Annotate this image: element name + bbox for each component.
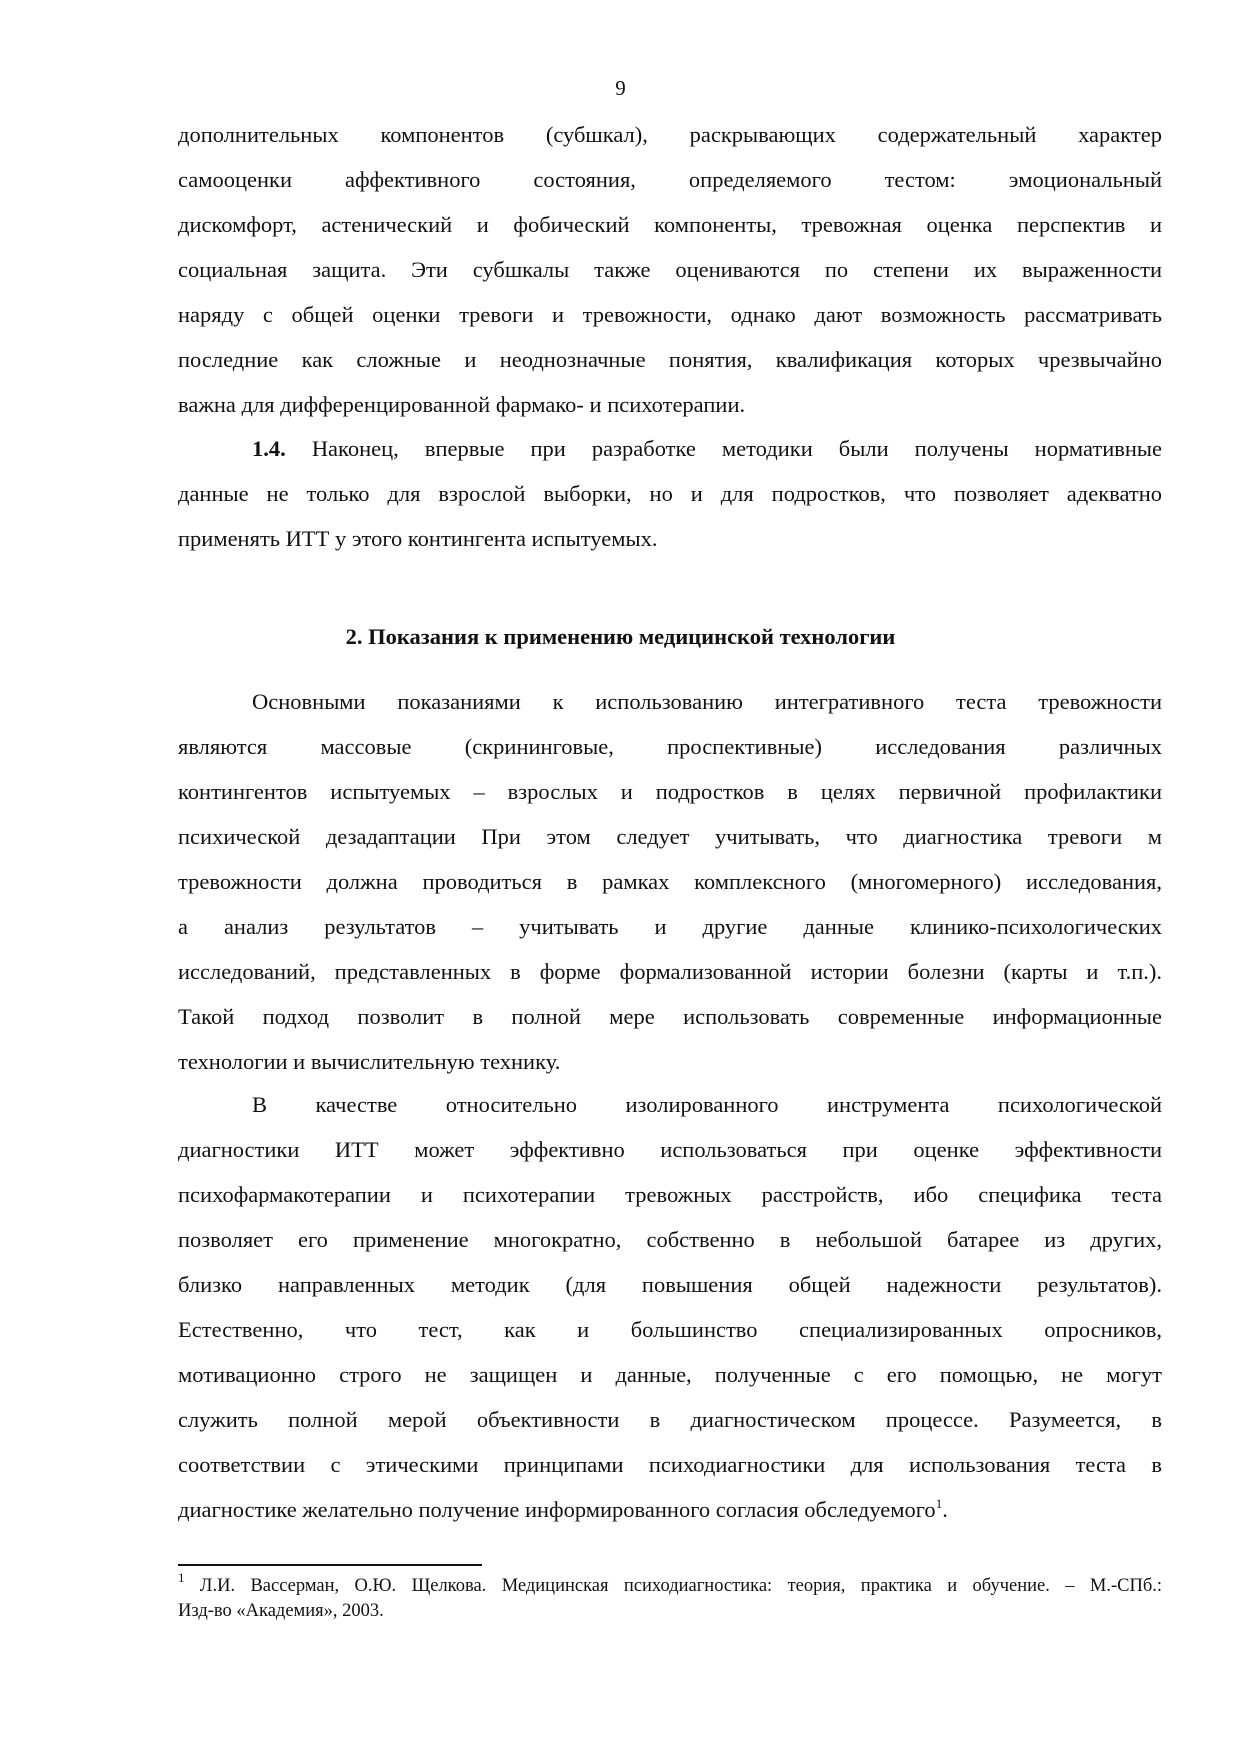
- paragraph-line: Такой подход позволит в полной мере использовать современные информационные: [178, 1004, 1162, 1029]
- paragraph-line: данные не только для взрослой выборки, но и для подростков, что позволяет адекватно: [178, 481, 1162, 506]
- paragraph-line: самооценки аффективного состояния, определяемого тестом: эмоциональный: [178, 167, 1162, 192]
- footnote-text: Л.И. Вассерман, О.Ю. Щелкова. Медицинская психодиагностика: теория, практика и обучение. – М.-СПб.:: [199, 1576, 1162, 1596]
- footnote-separator: [178, 1564, 482, 1566]
- paragraph-line: последние как сложные и неоднозначные понятия, квалификация которых чрезвычайно: [178, 347, 1162, 372]
- section-heading: 2. Показания к применению медицинской технологии: [345, 624, 896, 649]
- paragraph-line: Основными показаниями к использованию интегративного теста тревожности: [252, 689, 1162, 714]
- paragraph-line: близко направленных методик (для повышения общей надежности результатов).: [178, 1272, 1162, 1297]
- paragraph-line: соответствии с этическими принципами психодиагностики для использования теста в: [178, 1452, 1162, 1477]
- paragraph-line: социальная защита. Эти субшкалы также оцениваются по степени их выраженности: [178, 257, 1162, 282]
- page-number: 9: [615, 76, 626, 100]
- paragraph-line: исследований, представленных в форме формализованной истории болезни (карты и т.п.).: [178, 959, 1162, 984]
- paragraph-line: являются массовые (скрининговые, проспективные) исследования различных: [178, 734, 1162, 759]
- paragraph-line: В качестве относительно изолированного инструмента психологической: [252, 1092, 1162, 1117]
- paragraph-line: а анализ результатов – учитывать и другие данные клинико-психологических: [178, 914, 1162, 939]
- paragraph-line: технологии и вычислительную технику.: [178, 1049, 561, 1074]
- paragraph-line: тревожности должна проводиться в рамках комплексного (многомерного) исследования,: [178, 869, 1162, 894]
- line-end: .: [942, 1497, 948, 1522]
- paragraph-line: дополнительных компонентов (субшкал), раскрывающих содержательный характер: [178, 122, 1162, 147]
- footnote-reference[interactable]: 1: [935, 1496, 943, 1511]
- paragraph-line: важна для дифференцированной фармако- и психотерапии.: [178, 392, 746, 417]
- paragraph-line: дискомфорт, астенический и фобический компоненты, тревожная оценка перспектив и: [178, 212, 1162, 237]
- footnote-marker: 1: [178, 1570, 185, 1585]
- paragraph-line: [178, 1497, 1162, 1523]
- paragraph-line: позволяет его применение многократно, собственно в небольшой батарее из других,: [178, 1227, 1162, 1252]
- footnote-line: [178, 1570, 1162, 1597]
- line-text: диагностике желательно получение информированного согласия обследуемого: [178, 1497, 936, 1522]
- paragraph-line: мотивационно строго не защищен и данные, полученные с его помощью, не могут: [178, 1362, 1162, 1387]
- line-text: Наконец, впервые при разработке методики были получены нормативные: [311, 436, 1162, 461]
- paragraph-line: наряду с общей оценки тревоги и тревожности, однако дают возможность рассматривать: [178, 302, 1162, 327]
- paragraph-line: [252, 436, 1162, 462]
- footnote-line: Изд-во «Академия», 2003.: [178, 1601, 384, 1621]
- paragraph-line: психофармакотерапии и психотерапии тревожных расстройств, ибо специфика теста: [178, 1182, 1162, 1207]
- paragraph-line: Естественно, что тест, как и большинство специализированных опросников,: [178, 1317, 1162, 1342]
- paragraph-line: диагностики ИТТ может эффективно использоваться при оценке эффективности: [178, 1137, 1162, 1162]
- paragraph-line: служить полной мерой объективности в диагностическом процессе. Разумеется, в: [178, 1407, 1162, 1432]
- paragraph-line: применять ИТТ у этого контингента испытуемых.: [178, 526, 658, 551]
- paragraph-line: психической дезадаптации При этом следует учитывать, что диагностика тревоги м: [178, 824, 1162, 849]
- paragraph-line: контингентов испытуемых – взрослых и подростков в целях первичной профилактики: [178, 779, 1162, 804]
- item-number: 1.4.: [252, 436, 286, 461]
